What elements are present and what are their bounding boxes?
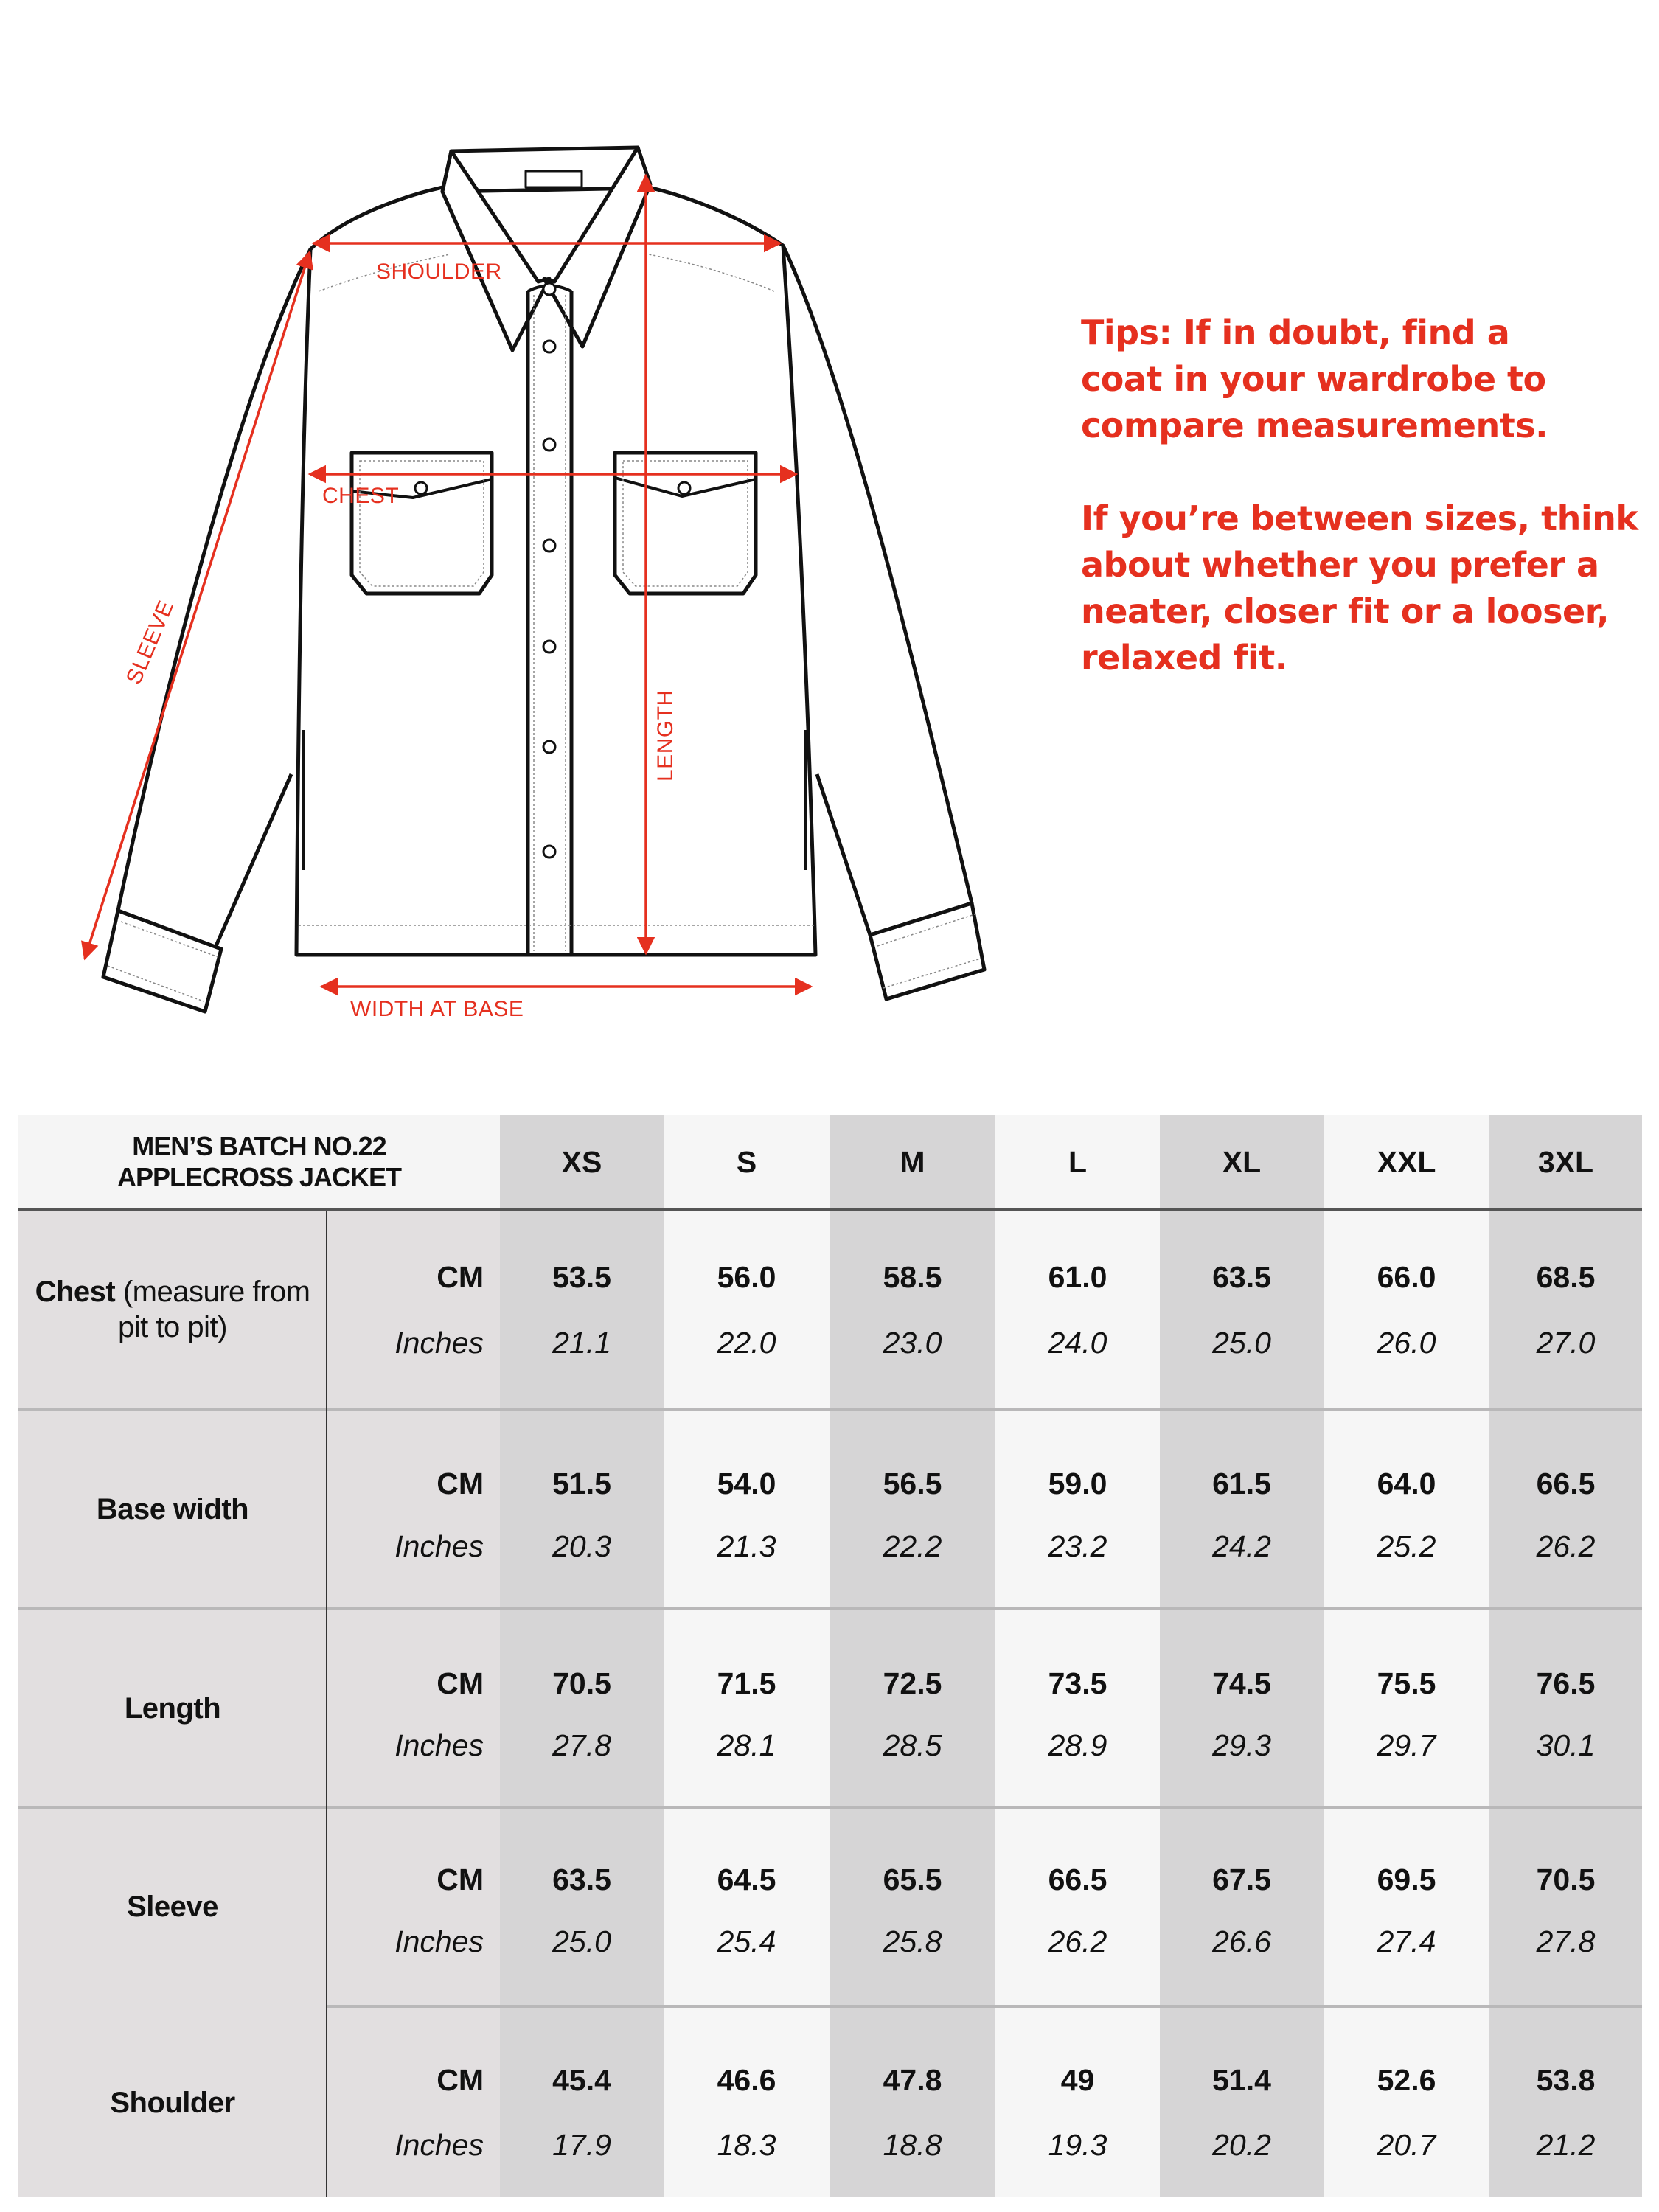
cell-cm: 63.5 <box>552 1863 611 1896</box>
cell-cm: 67.5 <box>1212 1863 1271 1896</box>
table-row-base-width <box>18 1411 1642 1607</box>
measure-name-length: Length <box>124 1691 221 1725</box>
cell-cm: 56.5 <box>883 1467 942 1500</box>
cell-inches: 25.8 <box>883 1924 942 1958</box>
cell-cm: 56.0 <box>717 1260 776 1294</box>
cell-inches: 26.2 <box>1048 1924 1107 1958</box>
sizing-tips <box>1081 310 1641 681</box>
cell-inches: 24.2 <box>1212 1529 1271 1563</box>
unit-label-cm: CM <box>437 2063 484 2097</box>
size-header-m: M <box>900 1144 925 1179</box>
product-title-line-2: APPLECROSS JACKET <box>116 1162 402 1192</box>
cell-inches: 26.2 <box>1536 1529 1596 1563</box>
cell-inches: 27.8 <box>1536 1924 1596 1958</box>
cell-inches: 21.2 <box>1536 2128 1596 2162</box>
measure-name-sleeve: Sleeve <box>127 1891 218 1923</box>
cell-cm: 72.5 <box>883 1666 942 1700</box>
product-title <box>18 1115 500 1209</box>
jacket-illustration-icon <box>0 0 1032 1077</box>
size-header-xxl: XXL <box>1377 1144 1436 1179</box>
cell-cm: 46.6 <box>717 2063 776 2097</box>
cell-cm: 70.5 <box>552 1666 611 1700</box>
unit-label-inches: Inches <box>394 2128 484 2162</box>
cell-inches: 17.9 <box>552 2128 611 2162</box>
cell-cm: 65.5 <box>883 1863 942 1896</box>
chest-label: CHEST <box>322 484 400 508</box>
table-row-shoulder <box>18 2008 1642 2197</box>
cell-cm: 69.5 <box>1377 1863 1436 1896</box>
cell-inches: 23.2 <box>1048 1529 1107 1563</box>
cell-cm: 66.5 <box>1536 1467 1596 1500</box>
size-header-xl: XL <box>1222 1144 1262 1179</box>
cell-inches: 20.7 <box>1377 2128 1436 2162</box>
size-chart-table <box>18 1115 1642 2197</box>
cell-cm: 66.0 <box>1377 1260 1436 1294</box>
cell-inches: 26.0 <box>1377 1326 1436 1360</box>
cell-inches: 20.2 <box>1212 2128 1271 2162</box>
cell-inches: 20.3 <box>552 1529 611 1563</box>
cell-inches: 18.3 <box>717 2128 776 2162</box>
cell-cm: 58.5 <box>883 1260 942 1294</box>
cell-inches: 27.4 <box>1377 1924 1436 1958</box>
cell-cm: 61.5 <box>1212 1467 1271 1500</box>
cell-inches: 25.0 <box>1212 1326 1271 1360</box>
cell-cm: 49 <box>1060 2063 1095 2097</box>
cell-inches: 28.1 <box>717 1728 776 1762</box>
cell-cm: 64.0 <box>1377 1467 1436 1500</box>
table-header <box>18 1115 1642 1209</box>
length-label: LENGTH <box>653 689 678 782</box>
cell-cm: 68.5 <box>1536 1260 1596 1294</box>
tip-paragraph-2: If you’re between sizes, think about whether you prefer a neater, closer fit or a looser, relaxed fit. <box>1081 498 1638 678</box>
cell-cm: 54.0 <box>717 1467 776 1500</box>
table-row-sleeve <box>18 1809 1642 2005</box>
cell-cm: 53.5 <box>552 1260 611 1294</box>
unit-label-inches: Inches <box>394 1326 484 1360</box>
cell-cm: 63.5 <box>1212 1260 1271 1294</box>
size-header-l: L <box>1068 1144 1088 1179</box>
cell-inches: 22.2 <box>883 1529 942 1563</box>
measure-name-shoulder: Shoulder <box>110 2086 235 2119</box>
cell-cm: 76.5 <box>1536 1666 1596 1700</box>
shoulder-label: SHOULDER <box>376 260 502 284</box>
cell-cm: 64.5 <box>717 1863 776 1896</box>
cell-inches: 19.3 <box>1048 2128 1107 2162</box>
size-header-xs: XS <box>561 1144 602 1179</box>
cell-inches: 27.8 <box>552 1728 611 1762</box>
unit-label-cm: CM <box>437 1666 484 1700</box>
cell-inches: 25.0 <box>552 1924 611 1958</box>
unit-label-cm: CM <box>437 1467 484 1500</box>
cell-inches: 30.1 <box>1536 1728 1596 1762</box>
cell-cm: 45.4 <box>552 2063 611 2097</box>
cell-inches: 24.0 <box>1048 1326 1107 1360</box>
cell-inches: 29.7 <box>1377 1728 1436 1762</box>
cell-cm: 52.6 <box>1377 2063 1436 2097</box>
size-header-s: S <box>736 1144 757 1179</box>
cell-inches: 25.4 <box>717 1924 776 1958</box>
cell-inches: 26.6 <box>1212 1924 1271 1958</box>
cell-inches: 18.8 <box>883 2128 942 2162</box>
cell-cm: 51.5 <box>552 1467 611 1500</box>
cell-cm: 75.5 <box>1377 1666 1436 1700</box>
size-header-3xl: 3XL <box>1537 1144 1594 1179</box>
table-row-length <box>18 1610 1642 1806</box>
cell-cm: 53.8 <box>1536 2063 1596 2097</box>
unit-label-inches: Inches <box>394 1728 484 1762</box>
cell-cm: 70.5 <box>1536 1863 1596 1896</box>
sleeve-label: SLEEVE <box>122 597 179 688</box>
cell-inches: 25.2 <box>1377 1529 1436 1563</box>
tip-paragraph-1: Tips: If in doubt, find a coat in your wardrobe to compare measurements. <box>1081 313 1548 445</box>
unit-label-inches: Inches <box>394 1529 484 1563</box>
cell-inches: 28.5 <box>883 1728 942 1762</box>
unit-label-inches: Inches <box>394 1924 484 1958</box>
width-at-base-label: WIDTH AT BASE <box>350 997 524 1021</box>
cell-cm: 59.0 <box>1048 1467 1107 1500</box>
unit-label-cm: CM <box>437 1260 484 1294</box>
product-title-line-1: MEN’S BATCH NO.22 <box>132 1131 386 1161</box>
cell-inches: 21.1 <box>552 1326 611 1360</box>
cell-cm: 51.4 <box>1212 2063 1271 2097</box>
jacket-measurement-diagram <box>0 0 1032 1077</box>
measure-name-chest: Chest (measure from pit to pit) <box>35 1276 310 1343</box>
cell-cm: 66.5 <box>1048 1863 1107 1896</box>
cell-inches: 27.0 <box>1536 1326 1596 1360</box>
cell-cm: 74.5 <box>1212 1666 1271 1700</box>
cell-cm: 73.5 <box>1048 1666 1107 1700</box>
cell-inches: 28.9 <box>1048 1728 1107 1762</box>
unit-label-cm: CM <box>437 1863 484 1896</box>
table-row-chest <box>18 1211 1642 1408</box>
cell-inches: 23.0 <box>883 1326 942 1360</box>
cell-cm: 47.8 <box>883 2063 942 2097</box>
cell-inches: 22.0 <box>717 1326 776 1360</box>
cell-cm: 71.5 <box>717 1666 776 1700</box>
cell-inches: 29.3 <box>1212 1728 1271 1762</box>
measure-name-base-width: Base width <box>96 1492 249 1526</box>
cell-cm: 61.0 <box>1048 1260 1107 1294</box>
cell-inches: 21.3 <box>717 1529 776 1563</box>
